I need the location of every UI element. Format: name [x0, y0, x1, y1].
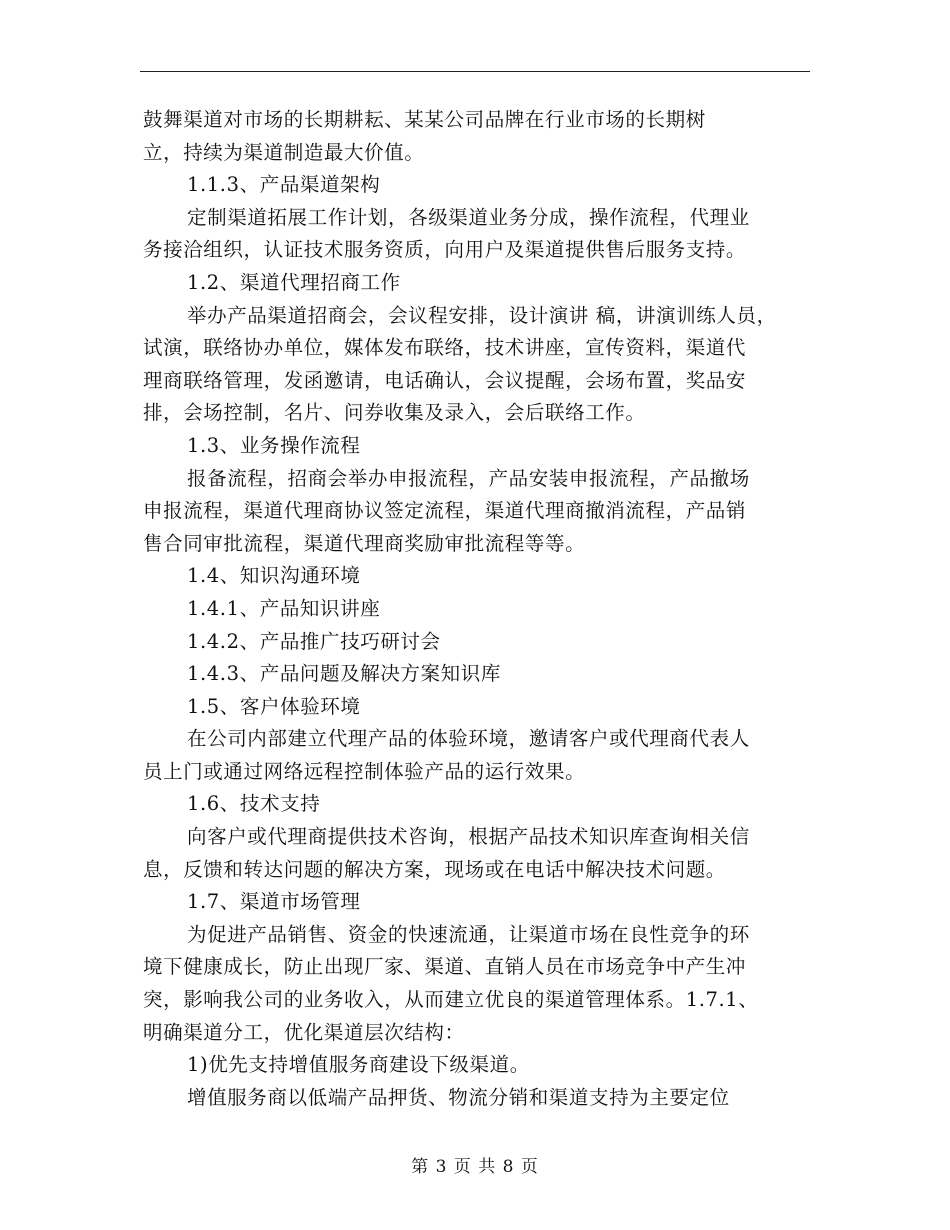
text-line: 增值服务商以低端产品押货、物流分销和渠道支持为主要定位 — [187, 1085, 730, 1109]
section-heading: 1.5、客户体验环境 — [187, 694, 361, 718]
text-line: 突，影响我公司的业务收入，从而建立优良的渠道管理体系。1.7.1、 — [143, 988, 759, 1012]
text-line: 境下健康成长，防止出现厂家、渠道、直销人员在市场竞争中产生冲 — [143, 955, 747, 979]
text-line: 立，持续为渠道制造最大价值。 — [143, 140, 425, 164]
section-heading: 1.4、知识沟通环境 — [187, 564, 361, 588]
text-line: 向客户或代理商提供技术咨询，根据产品技术知识库查询相关信 — [187, 825, 750, 849]
list-item: 1)优先支持增值服务商建设下级渠道。 — [187, 1053, 530, 1077]
section-heading: 1.6、技术支持 — [187, 792, 321, 816]
section-heading: 1.4.1、产品知识讲座 — [187, 596, 381, 620]
text-line: 报备流程，招商会举办申报流程，产品安装申报流程，产品撤场 — [187, 466, 750, 490]
text-line: 申报流程，渠道代理商协议签定流程，渠道代理商撤消流程，产品销 — [143, 499, 747, 523]
text-line: 排，会场控制，名片、问券收集及录入，会后联络工作。 — [143, 401, 646, 425]
section-heading: 1.7、渠道市场管理 — [187, 890, 361, 914]
text-line: 举办产品渠道招商会，会议程安排，设计演讲 稿，讲演训练人员， — [187, 303, 777, 327]
text-line: 试演，联络协办单位，媒体发布联络，技术讲座，宣传资料，渠道代 — [143, 336, 747, 360]
text-line: 售合同审批流程，渠道代理商奖励审批流程等等。 — [143, 531, 586, 555]
text-line: 在公司内部建立代理产品的体验环境，邀请客户或代理商代表人 — [187, 727, 750, 751]
text-line: 鼓舞渠道对市场的长期耕耘、某某公司品牌在行业市场的长期树 — [143, 108, 706, 131]
header-rule — [140, 71, 810, 72]
section-heading: 1.2、渠道代理招商工作 — [187, 270, 401, 294]
text-line: 为促进产品销售、资金的快速流通，让渠道市场在良性竞争的环 — [187, 922, 750, 946]
section-heading: 1.3、业务操作流程 — [187, 433, 361, 457]
text-line: 员上门或通过网络远程控制体验产品的运行效果。 — [143, 759, 586, 783]
page-number: 第 3 页 共 8 页 — [411, 1157, 539, 1177]
document-body — [143, 104, 813, 1114]
text-line: 理商联络管理，发函邀请，电话确认，会议提醒，会场布置，奖品安 — [143, 368, 747, 392]
section-heading: 1.1.3、产品渠道架构 — [187, 173, 381, 197]
text-line: 定制渠道拓展工作计划，各级渠道业务分成，操作流程，代理业 — [187, 205, 750, 229]
text-line: 息，反馈和转达问题的解决方案，现场或在电话中解决技术问题。 — [143, 857, 726, 881]
text-line: 务接洽组织，认证技术服务资质，向用户及渠道提供售后服务支持。 — [143, 238, 747, 262]
section-heading: 1.4.3、产品问题及解决方案知识库 — [187, 662, 501, 686]
section-heading: 1.4.2、产品推广技巧研讨会 — [187, 629, 441, 653]
text-line: 明确渠道分工，优化渠道层次结构： — [143, 1020, 465, 1044]
